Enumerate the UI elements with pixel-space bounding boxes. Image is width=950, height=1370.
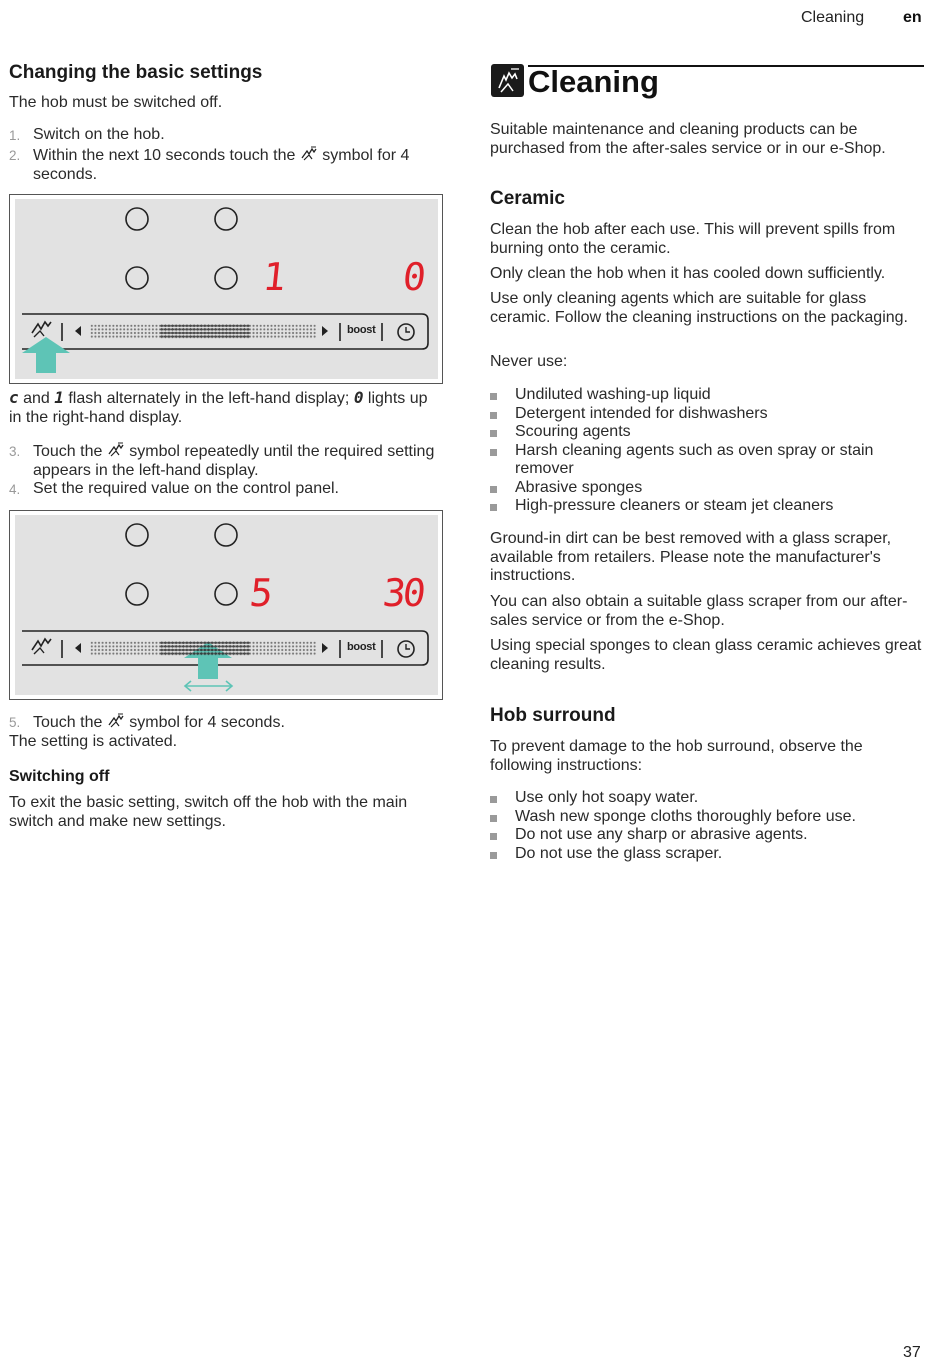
basic-settings-symbol-icon (300, 146, 318, 162)
control-panel-diagram-2 (9, 510, 443, 700)
cleaning-heading: Cleaning (528, 64, 659, 99)
list-item: Harsh cleaning agents such as oven spray or stain remover (490, 442, 924, 479)
control-panel-diagram-1 (9, 194, 443, 384)
ceramic-p2: Only clean the hob when it has cooled down sufficiently. (490, 265, 886, 282)
bullet-icon (490, 412, 497, 419)
ceramic-heading: Ceramic (490, 188, 565, 209)
basic-settings-symbol-icon (32, 639, 51, 654)
right-display: 0 (400, 255, 429, 299)
bullet-icon (490, 393, 497, 400)
basic-settings-symbol-icon (32, 322, 51, 337)
boost-button[interactable]: boost (347, 641, 376, 653)
slider-dots-dense (160, 324, 250, 339)
list-item: Undiluted washing-up liquid (490, 386, 924, 405)
list-item: Detergent intended for dishwashers (490, 405, 924, 424)
setting-activated: The setting is activated. (9, 733, 178, 750)
bullet-icon (490, 796, 497, 803)
list-item: Scouring agents (490, 423, 924, 442)
touch-arrow-icon (22, 337, 70, 373)
bullet-icon (490, 449, 497, 456)
timer-icon (398, 324, 414, 340)
hob-surround-heading: Hob surround (490, 705, 616, 726)
bullet-icon (490, 852, 497, 859)
list-item: Use only hot soapy water. (490, 789, 924, 808)
basic-settings-symbol-icon (107, 442, 125, 458)
slider-dots-dense (160, 641, 250, 656)
list-item: Abrasive sponges (490, 479, 924, 498)
bullet-icon (490, 430, 497, 437)
never-use-label: Never use: (490, 353, 568, 370)
arrow-left-icon (75, 326, 81, 336)
switching-off-heading: Switching off (9, 768, 110, 785)
right-display: 30 (380, 571, 426, 615)
flash-note: c and 1 flash alternately in the left-hand display; 0 lights up in the right-hand display. (9, 388, 428, 426)
running-header-language: en (903, 9, 922, 26)
hob-surround-list (490, 789, 924, 863)
ceramic-p4: Ground-in dirt can be best removed with a glass scraper, available from retailers. Please note the manufacturer's instructions. (490, 530, 892, 584)
list-item: Do not use any sharp or abrasive agents. (490, 826, 924, 845)
basic-settings-symbol-icon (107, 713, 125, 729)
timer-icon (398, 641, 414, 657)
list-item: High-pressure cleaners or steam jet cleaners (490, 497, 924, 516)
cleaning-hand-icon (491, 64, 524, 97)
basic-settings-heading: Changing the basic settings (9, 62, 263, 83)
list-item: Do not use the glass scraper. (490, 845, 924, 864)
running-header-section: Cleaning (801, 9, 865, 26)
left-display: 5 (247, 571, 276, 615)
cooking-zone-icon (126, 524, 148, 546)
basic-settings-intro: The hob must be switched off. (9, 94, 223, 111)
ceramic-p3: Use only cleaning agents which are suitable for glass ceramic. Follow the cleaning instructions on the packaging. (490, 290, 908, 326)
cooking-zone-icon (126, 267, 148, 289)
arrow-right-icon (322, 326, 328, 336)
boost-button[interactable]: boost (347, 324, 376, 336)
page-number: 37 (903, 1344, 921, 1361)
swipe-arrow-icon (185, 681, 232, 691)
cooking-zone-icon (126, 208, 148, 230)
cleaning-intro: Suitable maintenance and cleaning products can be purchased from the after-sales service or in our e-Shop. (490, 121, 886, 157)
cooking-zone-icon (215, 208, 237, 230)
switching-off-text: To exit the basic setting, switch off the hob with the main switch and make new settings. (9, 794, 408, 830)
never-use-list (490, 386, 924, 516)
ceramic-p1: Clean the hob after each use. This will prevent spills from burning onto the ceramic. (490, 221, 896, 257)
ceramic-p5: You can also obtain a suitable glass scraper from our after-sales service or from the e-Shop. (490, 593, 908, 629)
hob-surround-intro: To prevent damage to the hob surround, observe the following instructions: (490, 738, 863, 774)
left-display: 1 (260, 255, 289, 299)
list-item: Wash new sponge cloths thoroughly before use. (490, 808, 924, 827)
cooking-zone-icon (126, 583, 148, 605)
step-2: 2. Within the next 10 seconds touch the symbol for 4 seconds. (9, 147, 410, 183)
ceramic-p6: Using special sponges to clean glass ceramic achieves great cleaning results. (490, 637, 922, 673)
cooking-zone-icon (215, 524, 237, 546)
cooking-zone-icon (215, 583, 237, 605)
bullet-icon (490, 833, 497, 840)
arrow-right-icon (322, 643, 328, 653)
cooking-zone-icon (215, 267, 237, 289)
bullet-icon (490, 815, 497, 822)
arrow-left-icon (75, 643, 81, 653)
step-3: 3. Touch the symbol repeatedly until the required setting appears in the left-hand display. (9, 443, 435, 479)
bullet-icon (490, 504, 497, 511)
bullet-icon (490, 486, 497, 493)
